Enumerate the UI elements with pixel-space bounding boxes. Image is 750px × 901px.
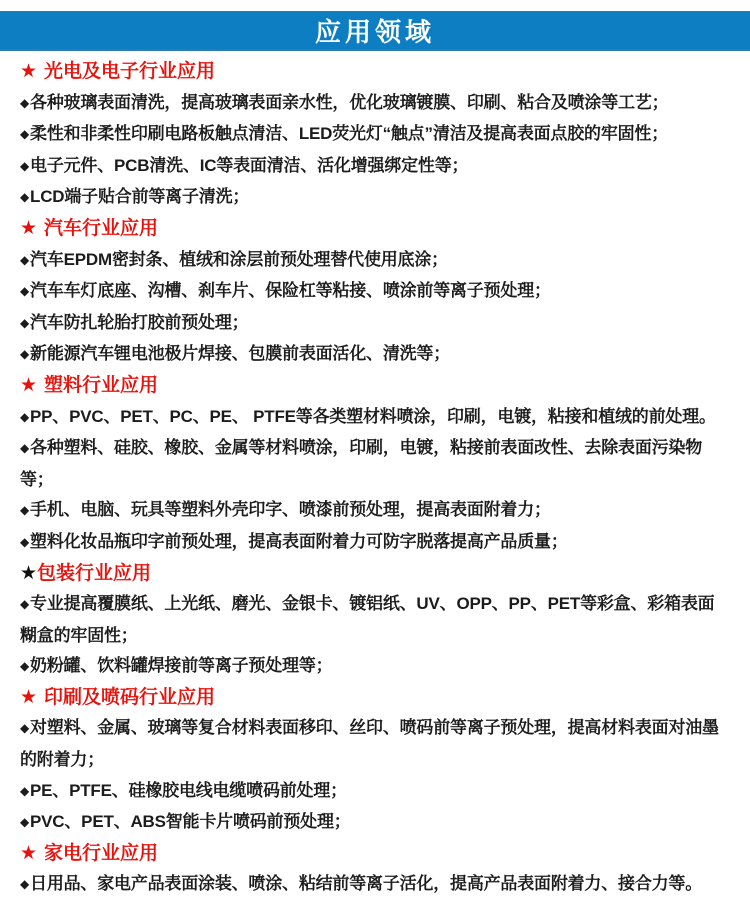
section-heading bbox=[20, 214, 730, 245]
bullet-item-text: 各种塑料、硅胶、橡胶、金属等材料喷涂，印刷，电镀，粘接前表面改性、去除表面污染物等； bbox=[20, 438, 703, 489]
bullet-item-text: PP、PVC、PET、PC、PE、 PTFE等各类塑材料喷涂，印刷，电镀，粘接和植绒的前处理。 bbox=[30, 406, 716, 426]
diamond-bullet-icon: ◆ bbox=[20, 659, 30, 674]
diamond-bullet-icon: ◆ bbox=[20, 347, 30, 362]
bullet-item-text: 柔性和非柔性印刷电路板触点清洁、LED荧光灯“触点”清洁及提高表面点胶的牢固性； bbox=[30, 124, 669, 144]
bullet-item-text: PVC、PET、ABS智能卡片喷码前预处理； bbox=[30, 812, 351, 832]
diamond-bullet-icon: ◆ bbox=[20, 503, 30, 518]
bullet-item bbox=[20, 119, 730, 151]
diamond-bullet-icon: ◆ bbox=[20, 284, 30, 299]
section-heading bbox=[20, 57, 730, 88]
section-title: 印刷及喷码行业应用 bbox=[44, 686, 216, 708]
section-title: 光电及电子行业应用 bbox=[44, 61, 216, 82]
bullet-item bbox=[20, 402, 730, 434]
star-icon: ★ bbox=[20, 217, 38, 239]
bullet-item-text: 手机、电脑、玩具等塑料外壳印字、喷漆前预处理，提高表面附着力； bbox=[30, 500, 551, 520]
bullet-item bbox=[20, 807, 730, 839]
bullet-item bbox=[20, 151, 730, 183]
bullet-item-text: 汽车车灯底座、沟槽、刹车片、保险杠等粘接、喷涂前等离子预处理； bbox=[30, 281, 551, 301]
bullet-item bbox=[20, 869, 730, 901]
bullet-item bbox=[20, 776, 730, 808]
diamond-bullet-icon: ◆ bbox=[20, 721, 30, 736]
bullet-item-text: 日用品、家电产品表面涂装、喷涂、粘结前等离子活化，提高产品表面附着力、接合力等。 bbox=[30, 874, 703, 894]
bullet-item bbox=[20, 276, 730, 308]
star-icon: ★ bbox=[20, 374, 38, 396]
star-icon: ★ bbox=[20, 562, 38, 584]
bullet-item-text: 奶粉罐、饮料罐焊接前等离子预处理等； bbox=[30, 656, 333, 676]
content bbox=[0, 51, 750, 901]
diamond-bullet-icon: ◆ bbox=[20, 315, 30, 330]
diamond-bullet-icon: ◆ bbox=[20, 127, 30, 142]
diamond-bullet-icon: ◆ bbox=[20, 409, 30, 424]
bullet-item bbox=[20, 527, 730, 559]
star-icon: ★ bbox=[20, 842, 38, 864]
bullet-item-text: 汽车防扎轮胎打胶前预处理； bbox=[30, 312, 249, 332]
star-icon: ★ bbox=[20, 686, 38, 708]
bullet-item-text: 专业提高覆膜纸、上光纸、磨光、金银卡、镀铝纸、UV、OPP、PP、PET等彩盒、彩箱表面糊盒的牢固性； bbox=[20, 594, 715, 645]
section-heading bbox=[20, 839, 730, 870]
section-title: 汽车行业应用 bbox=[44, 217, 159, 239]
diamond-bullet-icon: ◆ bbox=[20, 190, 30, 205]
bullet-item bbox=[20, 495, 730, 527]
bullet-item bbox=[20, 433, 730, 495]
diamond-bullet-icon: ◆ bbox=[20, 441, 30, 456]
diamond-bullet-icon: ◆ bbox=[20, 252, 30, 267]
header-bar bbox=[0, 11, 750, 51]
bullet-item-text: 各种玻璃表面清洗，提高玻璃表面亲水性，优化玻璃镀膜、印刷、粘合及喷涂等工艺； bbox=[30, 92, 669, 112]
diamond-bullet-icon: ◆ bbox=[20, 815, 30, 830]
bullet-item-text: PE、PTFE、硅橡胶电线电缆喷码前处理； bbox=[30, 780, 347, 800]
page-title: 应用领域 bbox=[314, 17, 435, 47]
section-heading bbox=[20, 371, 730, 402]
bullet-item-text: 汽车EPDM密封条、植绒和涂层前预处理替代使用底涂； bbox=[30, 249, 448, 269]
bullet-item bbox=[20, 308, 730, 340]
bullet-item-text: LCD端子贴合前等离子清洗； bbox=[30, 187, 250, 207]
diamond-bullet-icon: ◆ bbox=[20, 158, 30, 173]
diamond-bullet-icon: ◆ bbox=[20, 783, 30, 798]
section-title: 家电行业应用 bbox=[44, 842, 159, 864]
bullet-item bbox=[20, 651, 730, 683]
bullet-item-text: 塑料化妆品瓶印字前预处理，提高表面附着力可防字脱落提高产品质量； bbox=[30, 531, 568, 551]
diamond-bullet-icon: ◆ bbox=[20, 534, 30, 549]
bullet-item bbox=[20, 589, 730, 651]
diamond-bullet-icon: ◆ bbox=[20, 877, 30, 892]
bullet-item-text: 电子元件、PCB清洗、IC等表面清洁、活化增强绑定性等； bbox=[30, 155, 469, 175]
section-heading bbox=[20, 559, 730, 590]
section-title: 包装行业应用 bbox=[37, 562, 152, 584]
section-title: 塑料行业应用 bbox=[44, 374, 159, 396]
bullet-item bbox=[20, 88, 730, 120]
bullet-item bbox=[20, 182, 730, 214]
section-heading bbox=[20, 683, 730, 714]
diamond-bullet-icon: ◆ bbox=[20, 95, 30, 110]
bullet-item bbox=[20, 245, 730, 277]
star-icon: ★ bbox=[20, 61, 38, 82]
bullet-item bbox=[20, 339, 730, 371]
diamond-bullet-icon: ◆ bbox=[20, 597, 30, 612]
bullet-item-text: 对塑料、金属、玻璃等复合材料表面移印、丝印、喷码前等离子预处理，提高材料表面对油墨的附着力； bbox=[20, 718, 719, 770]
bullet-item-text: 新能源汽车锂电池极片焊接、包膜前表面活化、清洗等； bbox=[30, 344, 451, 364]
bullet-item bbox=[20, 713, 730, 775]
